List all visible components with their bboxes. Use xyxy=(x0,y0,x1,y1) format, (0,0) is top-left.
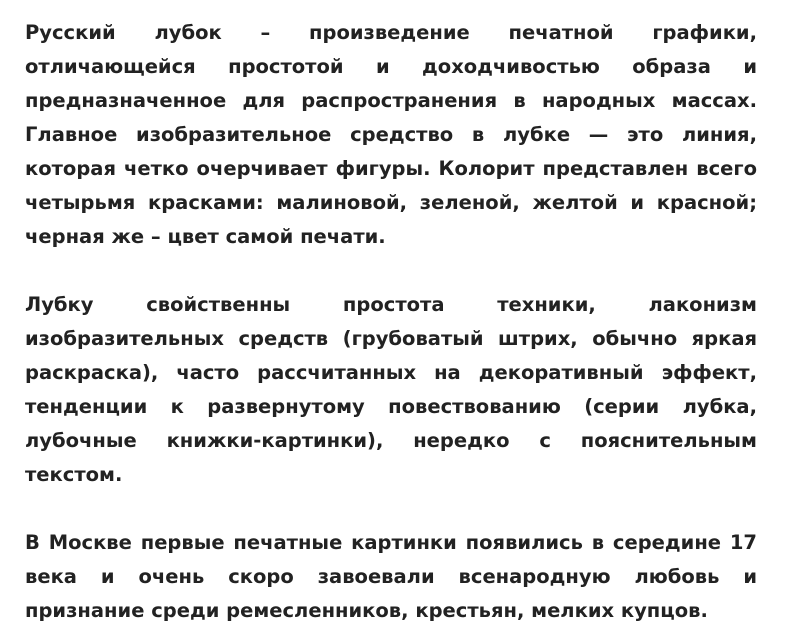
paragraph-lubok-definition: Русский лубок – произведение печатной графики, отличающейся простотой и доходчивостью образа и предназначенное для распространения в народных массах. Главное изобразительное средство в лубке — это линия, которая четко очерчивает фигуры. Колорит представлен всего четырьмя красками: малиновой, зеленой, желтой и красной; черная же – цвет самой печати. xyxy=(25,21,757,248)
document-body xyxy=(25,16,757,628)
paragraph-spacer xyxy=(25,254,757,288)
paragraph-moscow-history: В Москве первые печатные картинки появились в середине 17 века и очень скоро завоевали всенародную любовь и признание среди ремесленников, крестьян, мелких купцов. xyxy=(25,531,757,622)
paragraph-spacer xyxy=(25,492,757,526)
paragraph-lubok-features: Лубку свойственны простота техники, лаконизм изобразительных средств (грубоватый штрих, обычно яркая раскраска), часто рассчитанных на декоративный эффект, тенденции к развернутому повествованию (серии лубка, лубочные книжки-картинки), нередко с пояснительным текстом. xyxy=(25,293,757,486)
